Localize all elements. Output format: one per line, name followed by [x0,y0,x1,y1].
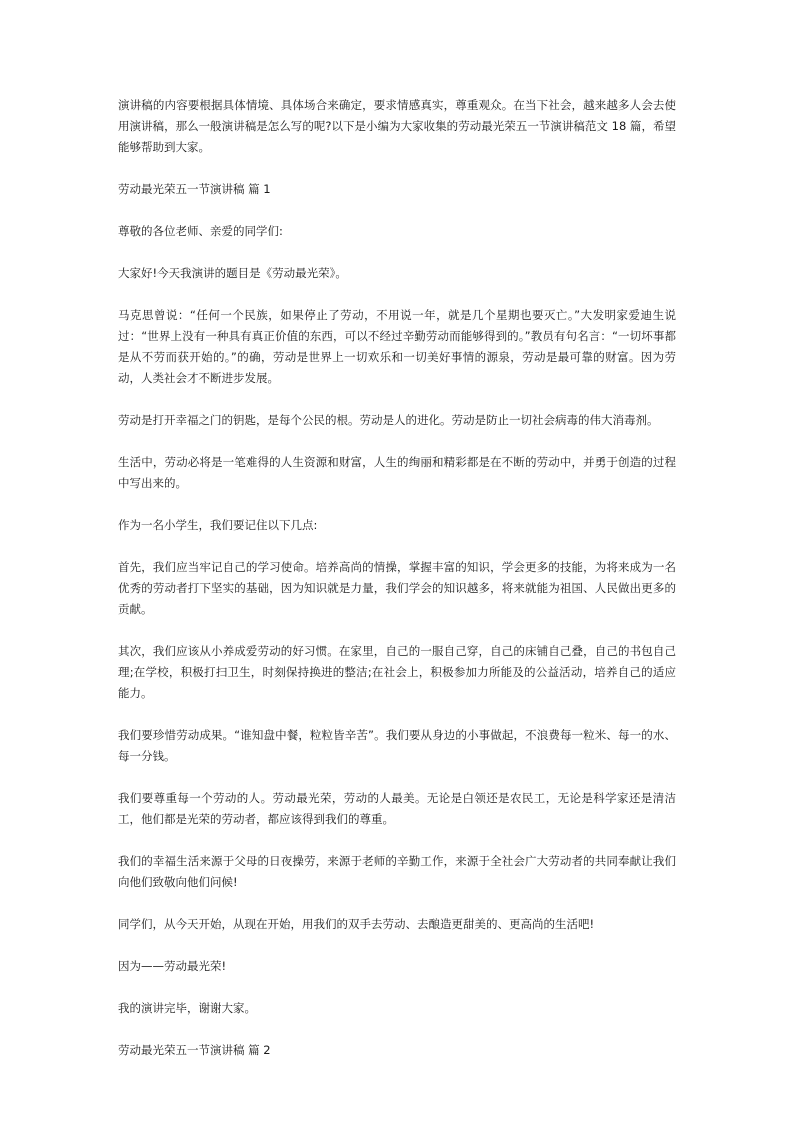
section-heading-2: 劳动最光荣五一节演讲稿 篇 2 [118,1043,271,1057]
because-paragraph: 因为——劳动最光荣! [118,959,227,973]
document-page [118,95,676,1082]
call-to-action-paragraph: 同学们，从今天开始，从现在开始，用我们的双手去劳动、去酿造更甜美的、更高尚的生活吧! [118,917,595,931]
closing-paragraph: 我的演讲完毕，谢谢大家。 [118,1001,256,1015]
first-point-paragraph: 首先，我们应当牢记自己的学习使命。培养高尚的情操，掌握丰富的知识，学会更多的技能，为将来成为一名优秀的劳动者打下坚实的基础，因为知识就是力量，我们学会的知识越多，将来就能为祖国、人民做出更多的贡献。 [118,560,676,616]
second-point-paragraph: 其次，我们应该从小养成爱劳动的好习惯。在家里，自己的一服自己穿，自己的床铺自己叠，自己的书包自己理;在学校，积极打扫卫生，时刻保持换进的整洁;在社会上，积极参加力所能及的公益活动，培养自己的适应能力。 [118,644,676,700]
intro-paragraph: 演讲稿的内容要根据具体情境、具体场合来确定，要求情感真实，尊重观众。在当下社会，越来越多人会去使用演讲稿，那么一般演讲稿是怎么写的呢?以下是小编为大家收集的劳动最光荣五一节演讲稿范文 18 篇，希望能够帮助到大家。 [118,98,676,154]
quotes-paragraph: 马克思曾说：“任何一个民族，如果停止了劳动，不用说一年，就是几个星期也要灭亡。”大发明家爱迪生说过：“世界上没有一种具有真正价值的东西，可以不经过辛勤劳动而能够得到的。”教员有句名言：“一切坏事都是从不劳而获开始的。”的确，劳动是世界上一切欢乐和一切美好事情的源泉，劳动是最可靠的财富。因为劳动，人类社会才不断进步发展。 [118,308,676,385]
respect-paragraph: 我们要尊重每一个劳动的人。劳动最光荣，劳动的人最美。无论是白领还是农民工，无论是科学家还是清洁工，他们都是光荣的劳动者，都应该得到我们的尊重。 [118,791,676,826]
salutation: 尊敬的各位老师、亲爱的同学们: [118,224,283,238]
student-paragraph: 作为一名小学生，我们要记住以下几点: [118,518,318,532]
happiness-paragraph: 我们的幸福生活来源于父母的日夜操劳，来源于老师的辛勤工作，来源于全社会广大劳动者的共同奉献让我们向他们致敬向他们问候! [118,854,676,889]
opening-paragraph: 大家好!今天我演讲的题目是《劳动最光荣》。 [118,266,347,280]
key-paragraph: 劳动是打开幸福之门的钥匙，是每个公民的根。劳动是人的进化。劳动是防止一切社会病毒的伟大消毒剂。 [118,413,659,427]
section-heading-1: 劳动最光荣五一节演讲稿 篇 1 [118,182,271,196]
cherish-paragraph: 我们要珍惜劳动成果。“谁知盘中餐，粒粒皆辛苦”。我们要从身边的小事做起，不浪费每一粒米、每一的水、每一分钱。 [118,728,676,763]
life-paragraph: 生活中，劳动必将是一笔难得的人生资源和财富，人生的绚丽和精彩都是在不断的劳动中，并勇于创造的过程中写出来的。 [118,455,676,490]
